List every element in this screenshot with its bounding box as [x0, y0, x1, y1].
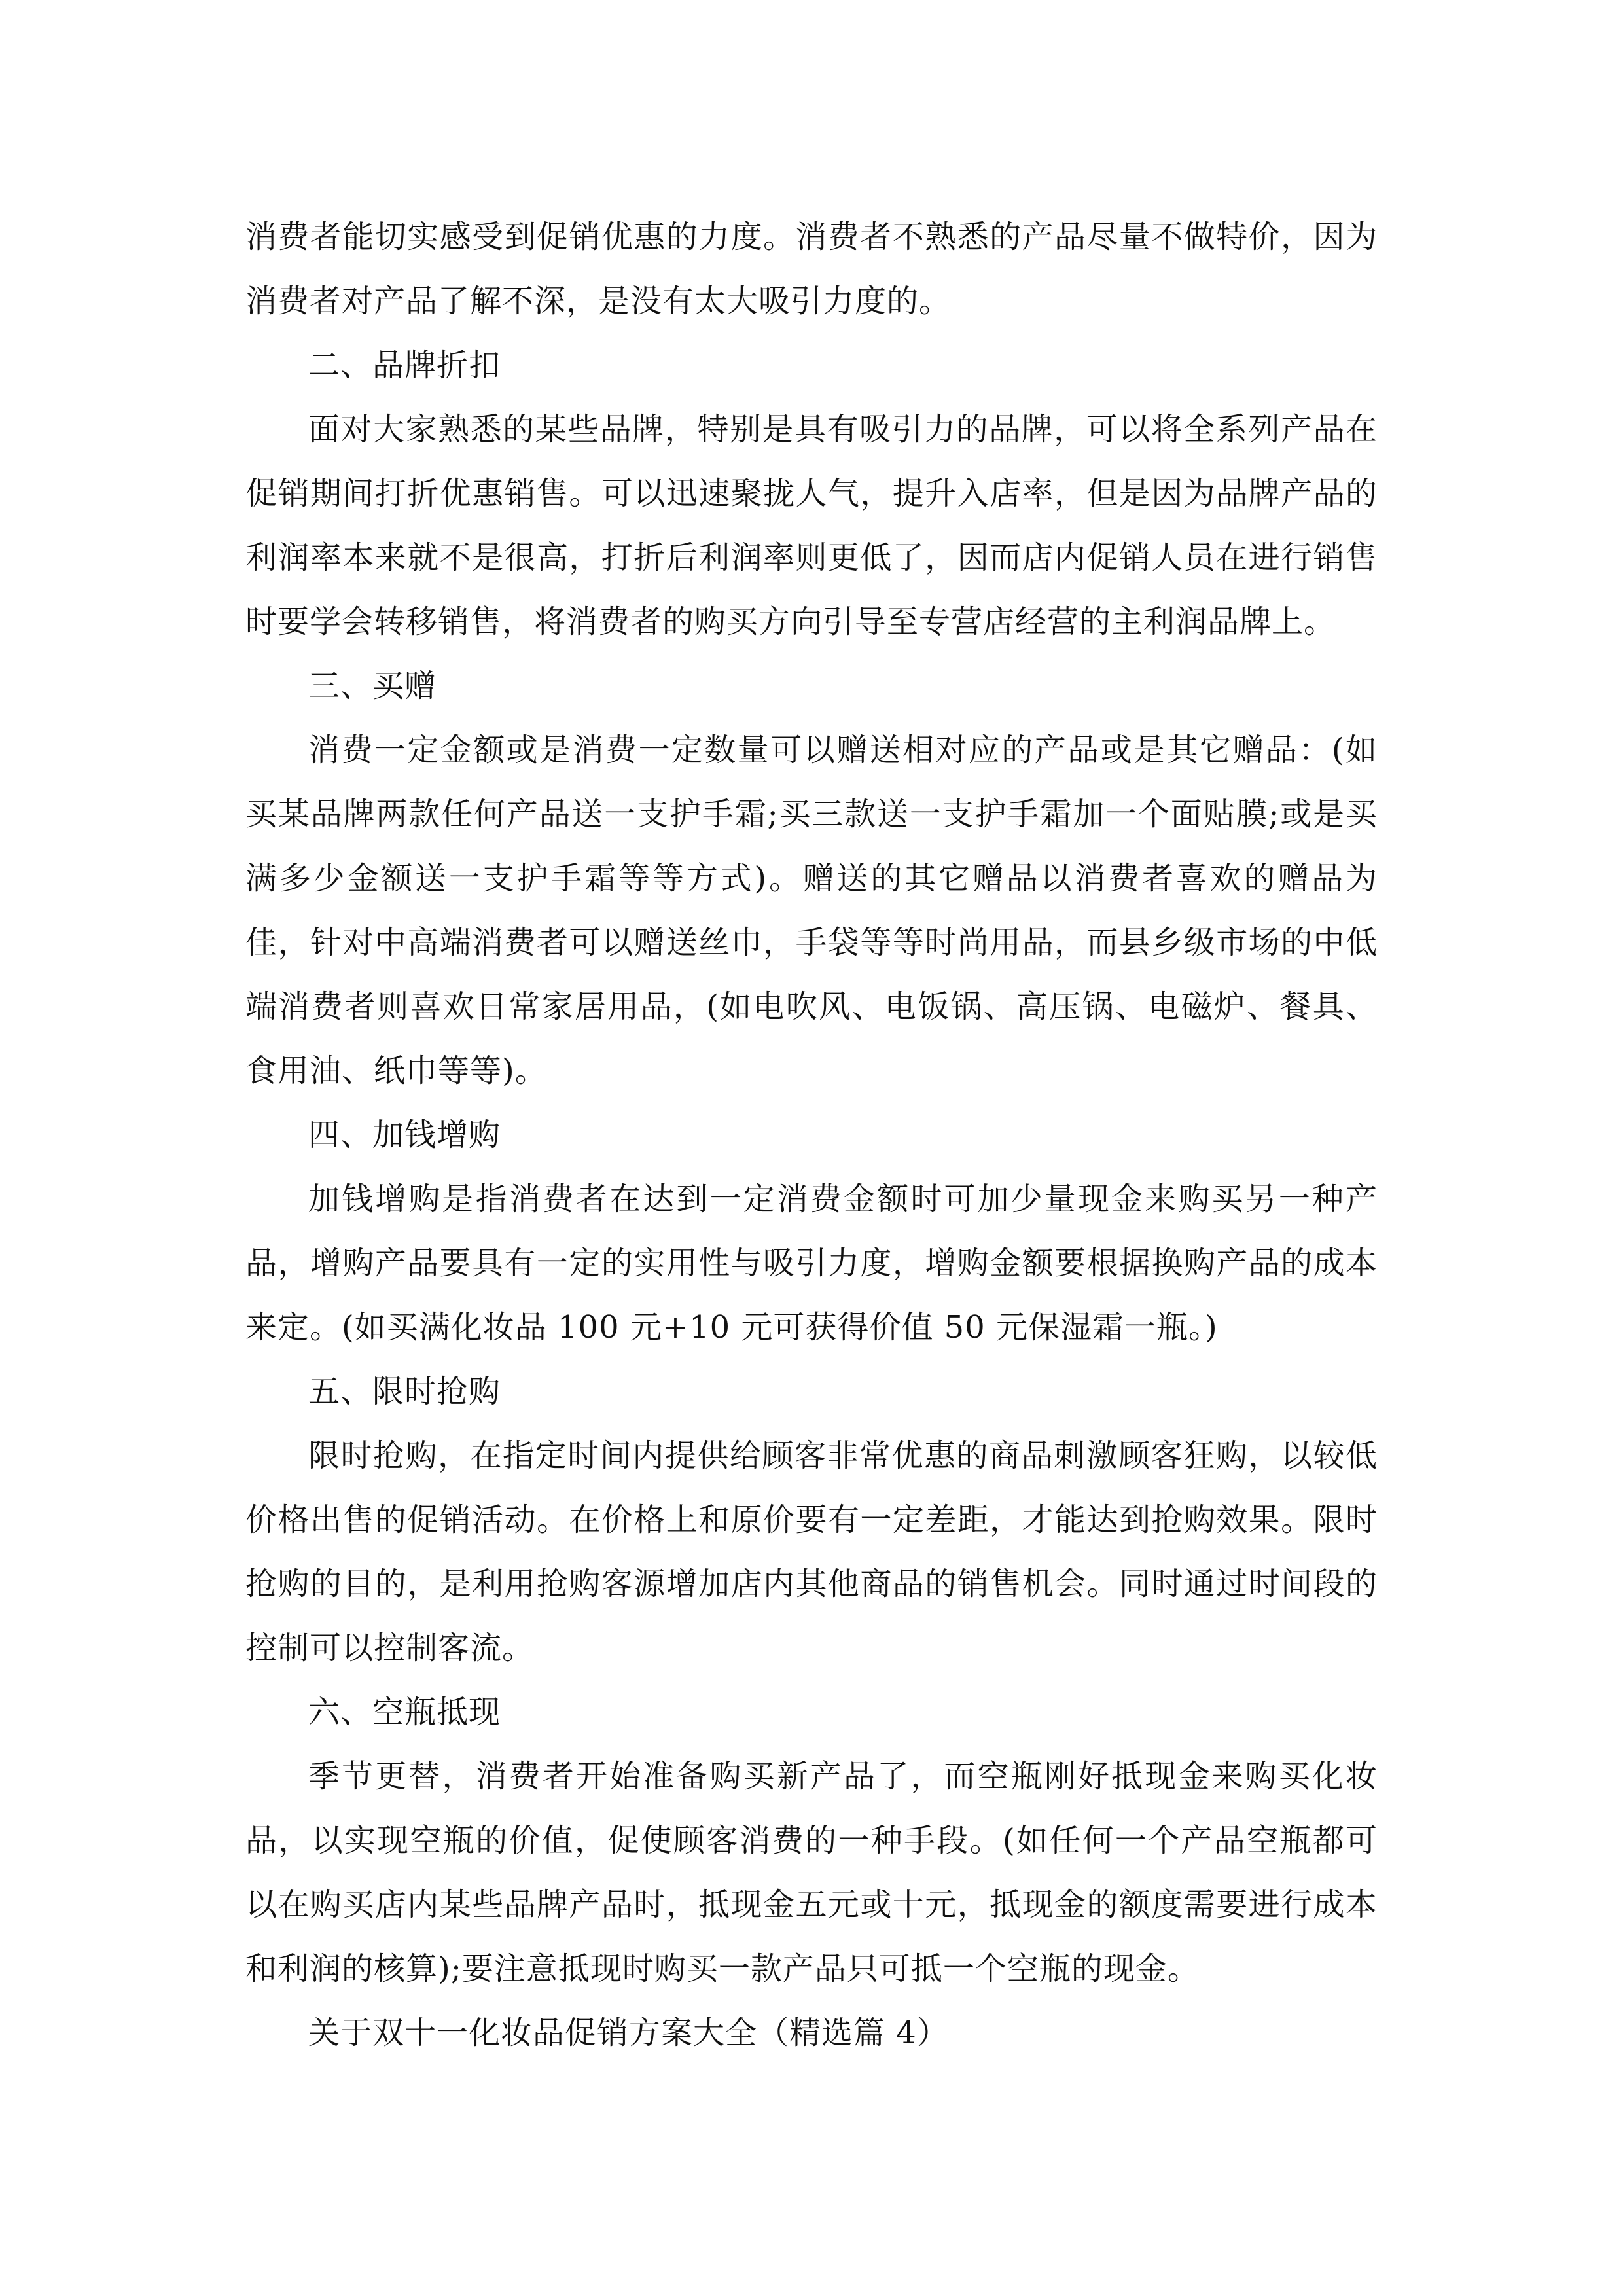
heading-brand-discount: 二、品牌折扣 [308, 347, 501, 384]
paragraph-empty-bottle: 季节更替，消费者开始准备购买新产品了，而空瓶刚好抵现金来购买化妆品，以实现空瓶的价值，促使顾客消费的一种手段。(如任何一个产品空瓶都可以在购买店内某些品牌产品时，抵现金五元或十元，抵现金的额度需要进行成本和利润的核算);要注意抵现时购买一款产品只可抵一个空瓶的现金。 [245, 1758, 1378, 1987]
paragraph-brand-discount: 面对大家熟悉的某些品牌，特别是具有吸引力的品牌，可以将全系列产品在促销期间打折优惠销售。可以迅速聚拢人气，提升入店率，但是因为品牌产品的利润率本来就不是很高，打折后利润率则更低了，因而店内促销人员在进行销售时要学会转移销售，将消费者的购买方向引导至专营店经营的主利润品牌上。 [245, 411, 1378, 640]
section-title: 关于双十一化妆品促销方案大全（精选篇 4） [308, 2015, 949, 2051]
paragraph-add-money-purchase: 加钱增购是指消费者在达到一定消费金额时可加少量现金来购买另一种产品，增购产品要具有一定的实用性与吸引力度，增购金额要根据换购产品的成本来定。(如买满化妆品 100 元+10 元可获得价值 50 元保湿霜一瓶。) [245, 1181, 1378, 1346]
heading-add-money-purchase: 四、加钱增购 [308, 1117, 501, 1153]
paragraph-buy-gift: 消费一定金额或是消费一定数量可以赠送相对应的产品或是其它赠品：(如买某品牌两款任何产品送一支护手霜;买三款送一支护手霜加一个面贴膜;或是买满多少金额送一支护手霜等等方式)。赠送的其它赠品以消费者喜欢的赠品为佳，针对中高端消费者可以赠送丝巾，手袋等等时尚用品，而县乡级市场的中低端消费者则喜欢日常家居用品，(如电吹风、电饭锅、高压锅、电磁炉、餐具、食用油、纸巾等等)。 [245, 732, 1378, 1089]
paragraph-intro: 消费者能切实感受到促销优惠的力度。消费者不熟悉的产品尽量不做特价，因为消费者对产品了解不深，是没有太大吸引力度的。 [245, 219, 1378, 319]
heading-buy-gift: 三、买赠 [308, 668, 437, 704]
paragraph-flash-sale: 限时抢购，在指定时间内提供给顾客非常优惠的商品刺激顾客狂购，以较低价格出售的促销活动。在价格上和原价要有一定差距，才能达到抢购效果。限时抢购的目的，是利用抢购客源增加店内其他商品的销售机会。同时通过时间段的控制可以控制客流。 [245, 1437, 1378, 1666]
document-body [245, 205, 1378, 2065]
heading-empty-bottle: 六、空瓶抵现 [308, 1694, 501, 1731]
heading-flash-sale: 五、限时抢购 [308, 1373, 501, 1410]
